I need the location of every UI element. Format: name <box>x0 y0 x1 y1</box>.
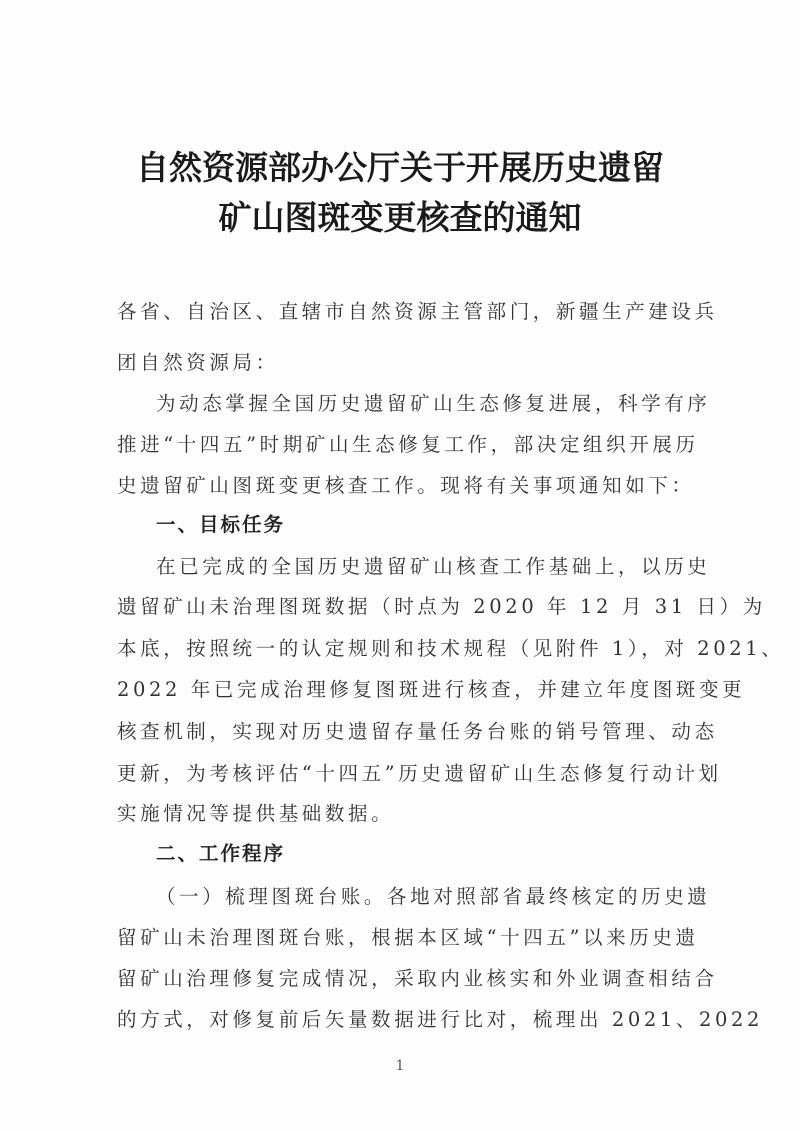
document-title-line-1: 自然资源部办公厅关于开展历史遗留 <box>136 148 664 187</box>
body-text-line: 本底，按照统一的认定规则和技术规程（见附件 1），对 2021、 <box>117 637 785 660</box>
body-text-line: 推进“十四五”时期矿山生态修复工作，部决定组织开展历 <box>117 433 699 456</box>
body-text-line: 实施情况等提供基础数据。 <box>117 802 395 825</box>
section-heading: 二、工作程序 <box>156 842 286 865</box>
body-text-line: 的方式，对修复前后矢量数据进行比对，梳理出 2021、2022 <box>117 1008 764 1031</box>
section-heading: 一、目标任务 <box>156 513 286 536</box>
body-text-line: 史遗留矿山图斑变更核查工作。现将有关事项通知如下： <box>117 474 695 497</box>
body-text-line: 更新，为考核评估“十四五”历史遗留矿山生态修复行动计划 <box>117 762 722 785</box>
body-text-line: 2022 年已完成治理修复图斑进行核查，并建立年度图斑变更 <box>117 678 746 701</box>
body-text-line: 留矿山治理修复完成情况，采取内业核实和外业调查相结合 <box>117 967 718 990</box>
body-text-line: （一）梳理图斑台账。各地对照部省最终核定的历史遗 <box>156 885 711 908</box>
body-text-line: 留矿山未治理图斑台账，根据本区域“十四五”以来历史遗 <box>117 926 699 949</box>
body-text-line: 在已完成的全国历史遗留矿山核查工作基础上，以历史 <box>156 555 711 578</box>
body-text-line: 为动态掌握全国历史遗留矿山生态修复进展，科学有序 <box>156 392 711 415</box>
page-number: 1 <box>395 1058 405 1074</box>
body-text-line: 遗留矿山未治理图斑数据（时点为 2020 年 12 月 31 日）为 <box>117 595 766 618</box>
document-title-line-2: 矿山图斑变更核查的通知 <box>218 198 582 237</box>
body-text-line: 团自然资源局： <box>117 351 279 374</box>
body-text-line: 核查机制，实现对历史遗留存量任务台账的销号管理、动态 <box>117 720 718 743</box>
body-text-line: 各省、自治区、直辖市自然资源主管部门，新疆生产建设兵 <box>117 300 718 323</box>
